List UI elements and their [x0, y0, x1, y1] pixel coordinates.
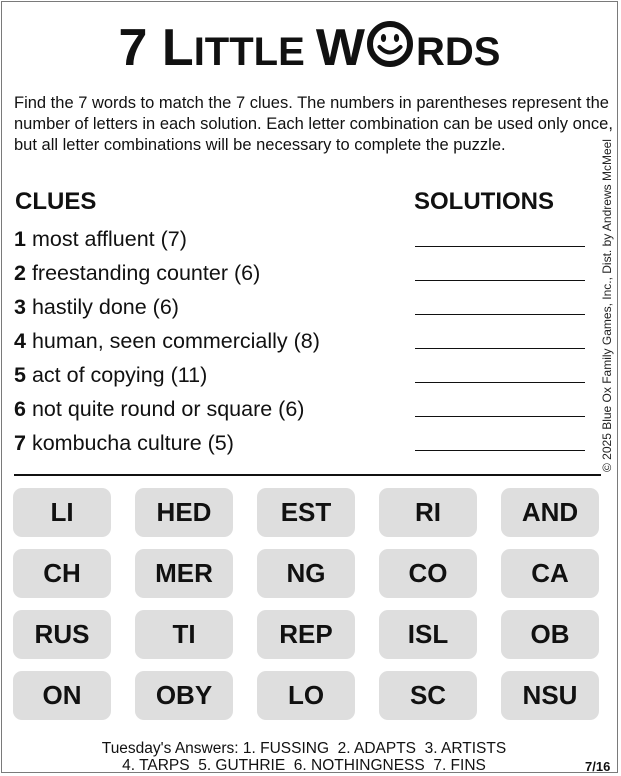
title-part-1: 7 L: [118, 19, 194, 77]
instructions-text: Find the 7 words to match the 7 clues. The numbers in parentheses represent the number of letters in each solution. Each letter combination can be used only once, but all letter combinations will be necessary to complete the puzzle.: [14, 94, 613, 154]
letter-tile[interactable]: NSU: [501, 671, 599, 720]
previous-answers: [2, 740, 606, 774]
clues-header: CLUES: [15, 188, 97, 215]
clue-text: not quite round or square (6): [31, 397, 305, 421]
clue-5: [14, 363, 207, 388]
solution-blank-2[interactable]: [415, 280, 585, 281]
clue-4: [14, 329, 320, 354]
letter-tile[interactable]: TI: [135, 610, 233, 659]
title-part-2: ITTLE: [193, 30, 316, 74]
letter-tile[interactable]: OB: [501, 610, 599, 659]
title-part-3: W: [315, 19, 365, 77]
solution-blank-6[interactable]: [415, 416, 585, 417]
letter-tile[interactable]: ON: [13, 671, 111, 720]
clue-text: freestanding counter (6): [31, 261, 261, 285]
letter-tile[interactable]: RUS: [13, 610, 111, 659]
puzzle-date: 7/16: [585, 759, 611, 774]
clue-text: kombucha culture (5): [31, 431, 234, 455]
letter-tile[interactable]: MER: [135, 549, 233, 598]
clue-7: [14, 431, 234, 456]
letter-tile[interactable]: HED: [135, 488, 233, 537]
letter-tile[interactable]: ISL: [379, 610, 477, 659]
answers-line-2: 4. TARPS 5. GUTHRIE 6. NOTHINGNESS 7. FINS: [122, 757, 486, 774]
puzzle-card: [1, 1, 618, 773]
clue-text: human, seen commercially (8): [31, 329, 320, 353]
letter-tile[interactable]: EST: [257, 488, 355, 537]
clue-number: 7: [14, 431, 26, 455]
title-part-4: RDS: [416, 30, 501, 74]
answers-line-1: Tuesday's Answers: 1. FUSSING 2. ADAPTS 3. ARTISTS: [101, 740, 507, 757]
solution-blank-4[interactable]: [415, 348, 585, 349]
solution-blank-1[interactable]: [415, 246, 585, 247]
clue-2: [14, 261, 260, 286]
clue-number: 2: [14, 261, 26, 285]
clue-number: 6: [14, 397, 26, 421]
solution-blank-7[interactable]: [415, 450, 585, 451]
puzzle-title: [2, 19, 617, 77]
clue-number: 5: [14, 363, 26, 387]
solution-blank-3[interactable]: [415, 314, 585, 315]
letter-tile[interactable]: LO: [257, 671, 355, 720]
clue-3: [14, 295, 179, 320]
clue-number: 4: [14, 329, 26, 353]
solution-blank-5[interactable]: [415, 382, 585, 383]
letter-tile[interactable]: LI: [13, 488, 111, 537]
letter-tile[interactable]: OBY: [135, 671, 233, 720]
solutions-header: SOLUTIONS: [414, 188, 555, 215]
copyright-text: © 2025 Blue Ox Family Games, Inc., Dist. by Andrews McMeel: [600, 139, 614, 472]
copyright-notice: [600, 139, 620, 492]
clue-number: 3: [14, 295, 26, 319]
smiley-face-icon: [366, 20, 414, 68]
letter-tile[interactable]: CA: [501, 549, 599, 598]
letter-tile[interactable]: REP: [257, 610, 355, 659]
section-divider: [14, 474, 601, 476]
clue-text: most affluent (7): [31, 227, 187, 251]
clue-number: 1: [14, 227, 26, 251]
letter-tile[interactable]: SC: [379, 671, 477, 720]
letter-tile[interactable]: NG: [257, 549, 355, 598]
clue-text: hastily done (6): [31, 295, 179, 319]
letter-tile[interactable]: CO: [379, 549, 477, 598]
clue-6: [14, 397, 304, 422]
clue-1: [14, 227, 187, 252]
letter-tile[interactable]: CH: [13, 549, 111, 598]
letter-tile[interactable]: AND: [501, 488, 599, 537]
letter-tile[interactable]: RI: [379, 488, 477, 537]
clue-text: act of copying (11): [31, 363, 208, 387]
